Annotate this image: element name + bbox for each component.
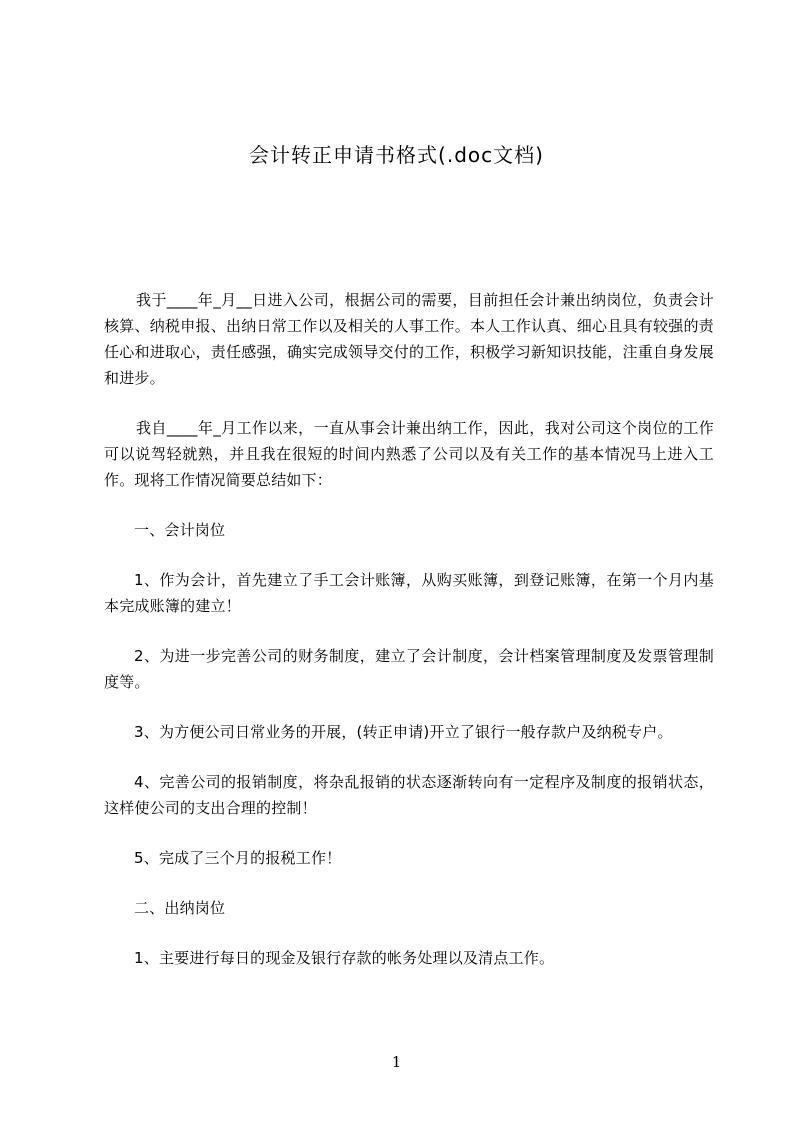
section-heading-accounting: 一、会计岗位 <box>134 521 226 539</box>
section-heading-cashier: 二、出纳岗位 <box>134 899 226 917</box>
document-body <box>104 287 714 995</box>
page-number: 1 <box>391 1053 402 1071</box>
paragraph-accounting-5: 5、完成了三个月的报税工作！ <box>134 849 342 867</box>
paragraph-accounting-1: 1、作为会计，首先建立了手工会计账簿，从购买账簿，到登记账簿，在第一个月内基本完成账簿的建立！ <box>104 571 714 615</box>
paragraph-intro: 我于____年_月__日进入公司，根据公司的需要，目前担任会计兼出纳岗位，负责会计核算、纳税申报、出纳日常工作以及相关的人事工作。本人工作认真、细心且具有较强的责任心和进取心，责任感强，确实完成领导交付的工作，积极学习新知识技能，注重自身发展和进步。 <box>104 291 714 387</box>
paragraph-cashier-1: 1、主要进行每日的现金及银行存款的帐务处理以及清点工作。 <box>134 949 555 967</box>
paragraph-accounting-2: 2、为进一步完善公司的财务制度，建立了会计制度，会计档案管理制度及发票管理制度等。 <box>104 647 714 691</box>
paragraph-accounting-4: 4、完善公司的报销制度，将杂乱报销的状态逐渐转向有一定程序及制度的报销状态，这样使公司的支出合理的控制！ <box>104 773 714 817</box>
document-title: 会计转正申请书格式(.doc文档) <box>249 143 544 167</box>
paragraph-summary: 我自____年_月工作以来，一直从事会计兼出纳工作，因此，我对公司这个岗位的工作可以说驾轻就熟，并且我在很短的时间内熟悉了公司以及有关工作的基本情况马上进入工作。现将工作情况简要总结如下： <box>104 419 714 489</box>
paragraph-accounting-3: 3、为方便公司日常业务的开展，(转正申请)开立了银行一般存款户及纳税专户。 <box>134 723 673 741</box>
